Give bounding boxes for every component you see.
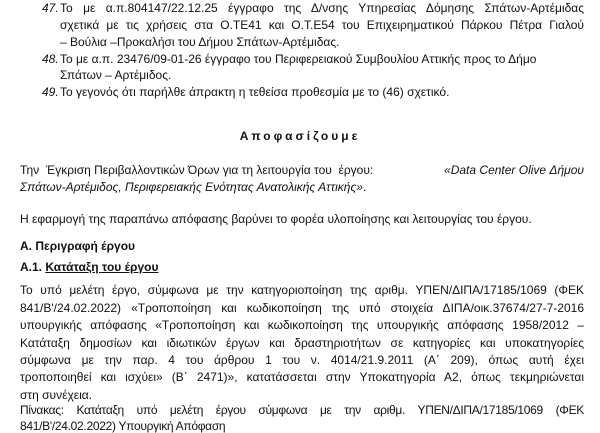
table-caption-line: 841/Β'/24.02.2022) Υπουργική Απόφαση [20, 419, 226, 433]
section-a-heading: Α. Περιγραφή έργου [20, 239, 136, 253]
decision-heading: Αποφασίζουμε [239, 129, 361, 143]
body-line: υπουργικής απόφασης «Τροποποίηση και κωδικοποίηση της υπουργικής απόφασης 1958/2012 – [20, 318, 584, 332]
project-name-part1: «Data Center Olive Δήμου [444, 163, 584, 177]
section-a1-heading [20, 260, 158, 274]
body-line: τροποποιηθεί και ισχύει» (Β΄ 2471)», κατατάσσεται στην Υποκατηγορία Α2, όπως τεκμηριώνεται [20, 370, 584, 384]
project-name-part2: Σπάτων-Αρτέμιδος, Περιφερειακής Ενότητας Ανατολικής Αττικής» [20, 180, 363, 194]
list-number: 48. [42, 52, 59, 66]
body-line: 841/Β'/24.02.2022) «Τροποποίηση και κωδικοποίηση της υπό στοιχεία ΔΙΠΑ/οικ.37674/27-7-2016 [20, 301, 584, 315]
section-title: Κατάταξη του έργου [45, 260, 159, 274]
body-line: Κατάταξη δημοσίων και ιδιωτικών έργων και δραστηριοτήτων σε κατηγορίες και υποκατηγορίες [20, 336, 584, 350]
approval-prefix: Την Έγκριση Περιβαλλοντικών Όρων για τη λειτουργία του έργου: [20, 163, 374, 177]
body-line: στη συνέχεια. [20, 388, 93, 402]
section-number: Α.1. [20, 260, 43, 274]
list-item-47-line: Το με α.π.804147/22.12.25 έγγραφο της Δ/νσης Υπηρεσίας Δόμησης Σπάτων-Αρτέμιδας [60, 1, 584, 15]
list-item-48-line: Σπάτων – Αρτέμιδος. [60, 68, 172, 82]
approval-line-2 [20, 180, 366, 194]
period: . [362, 180, 367, 194]
body-line: σύμφωνα με την παρ. 4 του άρθρου 1 του ν. 4014/21.9.2011 (Α΄ 209), όπως αυτή έχει [20, 353, 584, 367]
list-item-47-line: – Βούλια –Προκαλήσι του Δήμου Σπάτων-Αρτέμιδας. [60, 35, 340, 49]
implementation-paragraph: Η εφαρμογή της παραπάνω απόφασης βαρύνει το φορέα υλοποίησης και λειτουργίας του έργου. [20, 212, 532, 226]
body-line: Το υπό μελέτη έργο, σύμφωνα με την κατηγοριοποίηση της αριθμ. ΥΠΕΝ/ΔΙΠΑ/17185/1069 (ΦΕΚ [20, 283, 584, 297]
list-number: 47. [42, 1, 59, 15]
list-number: 49. [42, 85, 59, 99]
list-item-48-line: Το με α.π. 23476/09-01-26 έγγραφο του Περιφερειακού Συμβουλίου Αττικής προς το Δήμο [60, 52, 537, 66]
table-caption-line: Πίνακας: Κατάταξη υπό μελέτη έργου σύμφωνα με την αριθμ. ΥΠΕΝ/ΔΙΠΑ/17185/1069 (ΦΕΚ [20, 403, 584, 417]
list-item-47-line: σχετικά με τις χρήσεις στα Ο.ΤΕ41 και Ο.Τ.Ε54 του Επιχειρηματικού Πάρκου Πέτρα Γιαλού [60, 18, 584, 32]
list-item-49-line: Το γεγονός ότι παρήλθε άπρακτη η τεθείσα προθεσμία με το (46) σχετικό. [60, 85, 450, 99]
approval-line-1 [20, 163, 584, 177]
